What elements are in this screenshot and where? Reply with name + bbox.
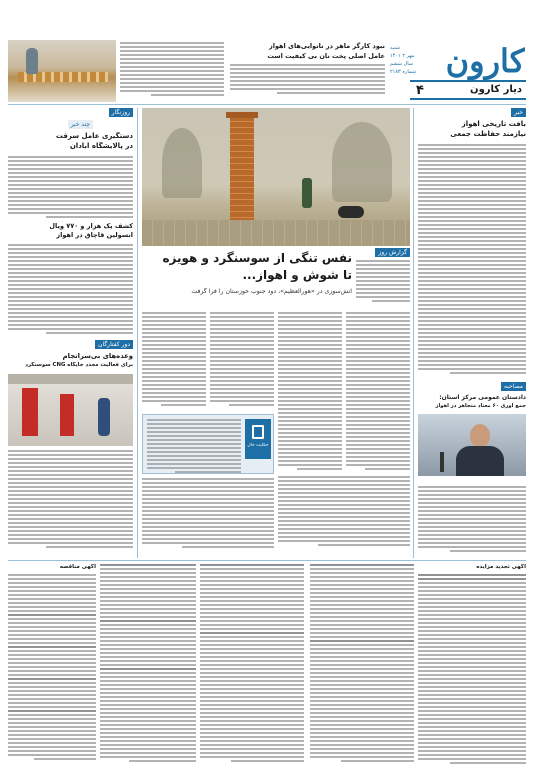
bottom-headline-2: برای فعالیت مجدد جایگاه CNG سوسنگرد	[25, 362, 133, 368]
commentary-text-wide	[278, 476, 410, 556]
ad-col-2	[310, 564, 414, 774]
commentary-text-left	[142, 478, 274, 556]
feature-col-1	[346, 312, 410, 472]
bottom-headline-1: وعده‌های بی‌سرانجام	[62, 352, 133, 360]
feature-text-right	[356, 248, 410, 308]
tree-silhouette-2	[332, 122, 392, 202]
feature-headline-block	[142, 250, 352, 310]
interview-title-1: دادستان عمومی مرکز استان:	[439, 394, 526, 401]
canopy	[8, 374, 133, 384]
ad-heading-1: آگهی تجدید مزایده	[476, 564, 526, 570]
ad-col-1	[418, 564, 526, 774]
section-bar	[410, 80, 526, 100]
right-headline-1: بافت تاریخی اهواز	[461, 120, 526, 128]
pillar-cap	[226, 112, 258, 118]
issue-year: سال ششم	[390, 61, 413, 67]
top-headline-2: عامل اصلی پخت نان بی کیفیت است	[267, 52, 385, 60]
left-tag: روزنگار	[109, 108, 133, 117]
page-number: ۴	[416, 83, 424, 98]
left-bottom-story	[8, 340, 133, 558]
left-column	[8, 108, 133, 338]
top-headline-1: نبود کارگر ماهر در نانوایی‌های اهواز	[268, 42, 385, 50]
official-portrait	[418, 414, 526, 476]
feature-photo	[142, 108, 410, 246]
dog-figure	[338, 206, 364, 218]
issue-info	[390, 44, 420, 84]
commentary-box	[142, 414, 274, 474]
sweeper-figure	[302, 178, 312, 208]
left-col-divider	[137, 108, 138, 558]
top-column-mid	[120, 40, 224, 100]
feature-col-2	[278, 312, 342, 472]
issue-date: ۱۴۰۱ مهر ۲	[390, 53, 415, 59]
tree-silhouette-1	[162, 128, 202, 198]
ad-heading-2: آگهی مناقصه	[59, 564, 96, 570]
left-headline-1b: در پالایشگاه آبادان	[69, 142, 133, 150]
left-story-1	[8, 156, 133, 220]
bakery-worker	[26, 48, 38, 74]
feature-headline-2: تا شوش و اهواز...	[242, 268, 352, 282]
right-headline-2: نیازمند حفاظت جمعی	[450, 130, 526, 138]
cng-station-photo	[8, 374, 133, 446]
book-icon	[252, 425, 264, 439]
feature-subhead: آتش‌سوزی در «هورالعظیم»، دود جنوب خوزستان را فرا گرفت	[191, 288, 352, 295]
top-photo-bakery	[8, 40, 116, 102]
ad-col-4	[100, 564, 196, 774]
right-column-cont	[418, 486, 526, 556]
right-tag: خبر	[511, 108, 526, 117]
section-name: دیار کارون	[470, 84, 522, 95]
brief-tag: چند خبر	[68, 120, 93, 129]
left-story-2	[8, 244, 133, 336]
top-story-text	[230, 64, 385, 96]
pump-red-2	[60, 394, 74, 436]
ad-col-3	[200, 564, 304, 774]
ads-divider	[8, 560, 526, 561]
portrait-head	[470, 424, 490, 448]
left-headline-2a: کشف یک هزار و ۷۷۰ ویال	[49, 222, 133, 230]
brick-pillar	[230, 116, 254, 226]
feature-tag: گزارش روز	[375, 248, 410, 257]
masthead-logo: کارون	[445, 42, 525, 80]
right-column	[418, 108, 526, 483]
feature-headline-1: نفس تنگی از سوسنگرد و هویزه	[162, 251, 352, 265]
attendant-figure	[98, 398, 110, 436]
ad-col-5	[8, 564, 96, 774]
top-story	[230, 40, 385, 100]
feature-col-3	[210, 312, 274, 412]
commentary-icon-block	[245, 419, 271, 459]
right-col-divider	[413, 108, 414, 558]
feature-col-4	[142, 312, 206, 412]
portrait-suit	[456, 446, 504, 476]
issue-day: شنبه	[390, 45, 400, 51]
left-headline-2b: انسولین قاچاق در اهواز	[56, 231, 133, 239]
right-article-text	[418, 144, 526, 376]
commentary-footer-tag: حکایت حال	[247, 443, 269, 448]
pavement	[142, 220, 410, 246]
issue-number: شماره ۲۱۸۳	[390, 69, 416, 75]
top-divider	[8, 104, 526, 105]
bottom-story-text	[8, 450, 133, 550]
interview-tag: مصاحبه	[501, 382, 526, 391]
pump-red-1	[22, 388, 38, 436]
left-headline-1a: دستگیری عامل سرقت	[55, 132, 133, 140]
portrait-mic	[440, 452, 444, 472]
interview-title-2: جمع آوری ۶۰ معتاد متجاهر در اهواز	[435, 403, 526, 409]
bottom-tag: دور کفتارگان	[95, 340, 133, 349]
